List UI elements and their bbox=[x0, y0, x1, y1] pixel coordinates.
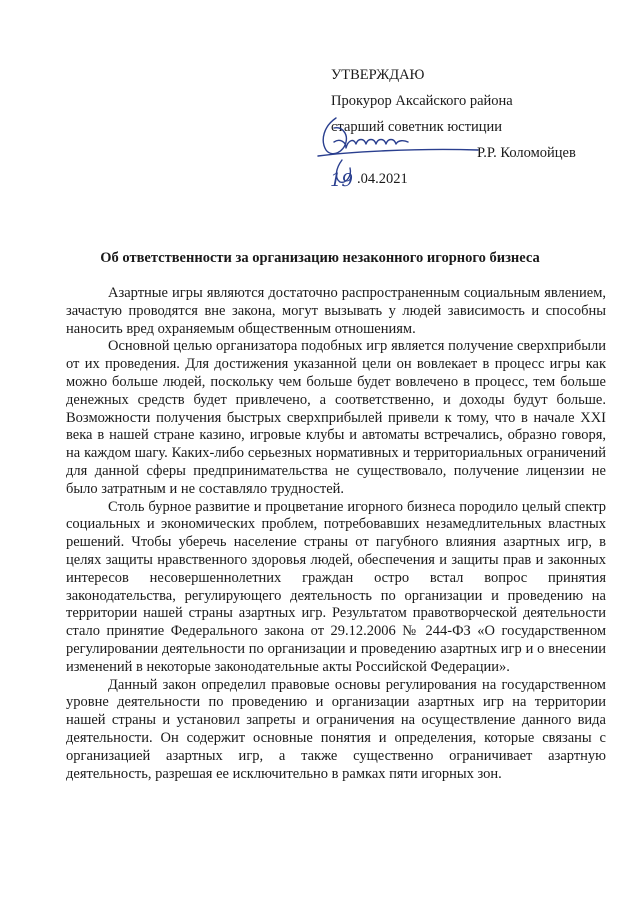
paragraph: Основной целью организатора подобных игр является получение сверхприбыли от их проведения. Для достижения указанной цели он вовлекает в процесс игры как можно больше людей, поскольку чем больше будет вовлечено в процесс, тем больше денежных средств будет привлечено, а соответственно, и доходы будут больше. Возможности получения быстрых сверхприбылей привели к тому, что в начале XXI века в нашей стране казино, игровые клубы и автоматы встречались, образно говоря, на каждом шагу. Каких-либо серьезных нормативных и территориальных ограничений для данной сферы предпринимательства не существовало, получение лицензии не было затратным и не составляло трудностей. bbox=[66, 338, 606, 497]
approval-date: .04.2021 bbox=[357, 171, 408, 187]
paragraph: Азартные игры являются достаточно распространенным социальным явлением, зачастую проводятся вне закона, могут вызывать у людей зависимость и способны наносить вред охраняемым общественным отношениям. bbox=[66, 285, 606, 337]
document-body bbox=[66, 285, 606, 783]
approval-rank: старший советник юстиции bbox=[331, 119, 502, 135]
paragraph: Данный закон определил правовые основы регулирования на государственном уровне деятельности по проведению и организации азартных игр на территории нашей страны и установил запреты и ограничения на осуществление данного вида деятельности. Он содержит основные понятия и определения, которые связаны с организацией азартных игр, а также существенно ограничивает азартную деятельность, разрешая ее исключительно в рамках пяти игорных зон. bbox=[66, 676, 606, 782]
handwritten-signature bbox=[296, 112, 486, 202]
handwritten-date: 19 bbox=[330, 170, 353, 191]
approval-position: Прокурор Аксайского района bbox=[331, 93, 513, 109]
document-title: Об ответственности за организацию незаконного игорного бизнеса bbox=[100, 250, 540, 266]
approval-heading: УТВЕРЖДАЮ bbox=[331, 67, 425, 83]
approval-name: Р.Р. Коломойцев bbox=[477, 145, 576, 161]
paragraph: Столь бурное развитие и процветание игорного бизнеса породило целый спектр социальных и экономических проблем, потребовавших незамедлительных властных решений. Чтобы уберечь население страны от пагубного влияния азартных игр, в целях защиты нравственного здоровья людей, обеспечения и защиты прав и законных интересов несовершеннолетних граждан остро встал вопрос принятия законодательства, регулирующего деятельность по организации и проведению на территории нашей страны азартных игр. Результатом правотворческой деятельности стало принятие Федерального закона от 29.12.2006 № 244-ФЗ «О государственном регулировании деятельности по организации и проведению азартных игр и о внесении изменений в некоторые законодательные акты Российской Федерации». bbox=[66, 498, 606, 675]
